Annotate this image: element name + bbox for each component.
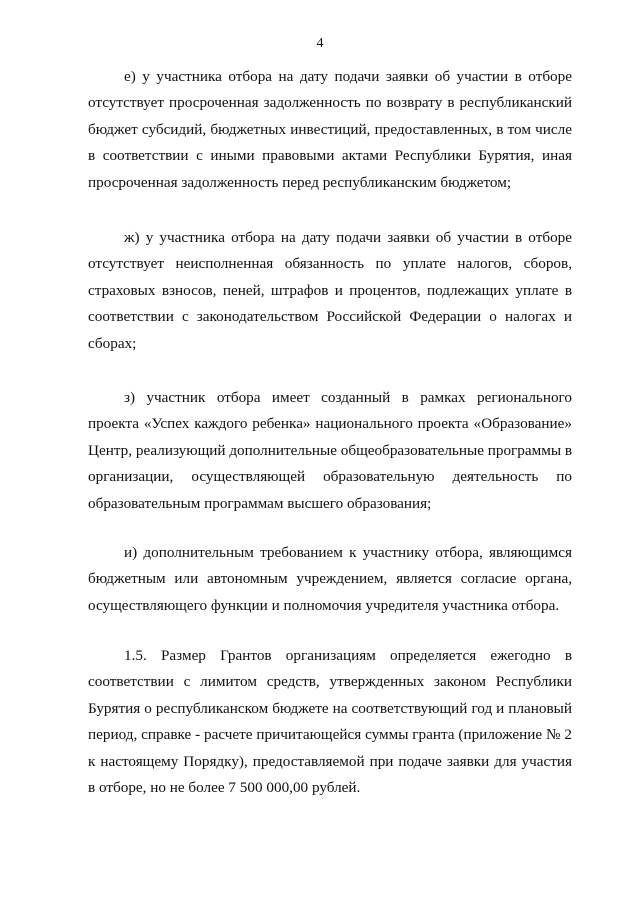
paragraph-zh: ж) у участника отбора на дату подачи заявки об участии в отборе отсутствует неисполненная обязанность по уплате налогов, сборов, страховых взносов, пеней, штрафов и процентов, подлежащих уплате в соответствии с законодательством Российской Федерации о налогах и сборах;: [88, 229, 572, 352]
page-number: 4: [316, 36, 324, 51]
paragraph-z: з) участник отбора имеет созданный в рамках регионального проекта «Успех каждого ребенка» национального проекта «Образование» Центр, реализующий дополнительные общеобразовательные программы в организации, осуществляющей образовательную деятельность по образовательным программам высшего образования;: [88, 389, 573, 512]
paragraph-1-5: 1.5. Размер Грантов организациям определяется ежегодно в соответствии с лимитом средств, утвержденных законом Республики Бурятия о республиканском бюджете на соответствующий год и плановый период, справке - расчете причитающейся суммы гранта (приложение № 2 к настоящему Порядку), предоставляемой при подаче заявки для участия в отборе, но не более 7 500 000,00 рублей.: [88, 647, 572, 797]
paragraph-e: е) у участника отбора на дату подачи заявки об участии в отборе отсутствует просроченная задолженность по возврату в республиканский бюджет субсидий, бюджетных инвестиций, предоставленных, в том числе в соответствии с иными правовыми актами Республики Бурятия, иная просроченная задолженность перед республиканским бюджетом;: [88, 68, 572, 191]
paragraph-i: и) дополнительным требованием к участнику отбора, являющимся бюджетным или автономным учреждением, является согласие органа, осуществляющего функции и полномочия учредителя участника отбора.: [88, 544, 572, 614]
